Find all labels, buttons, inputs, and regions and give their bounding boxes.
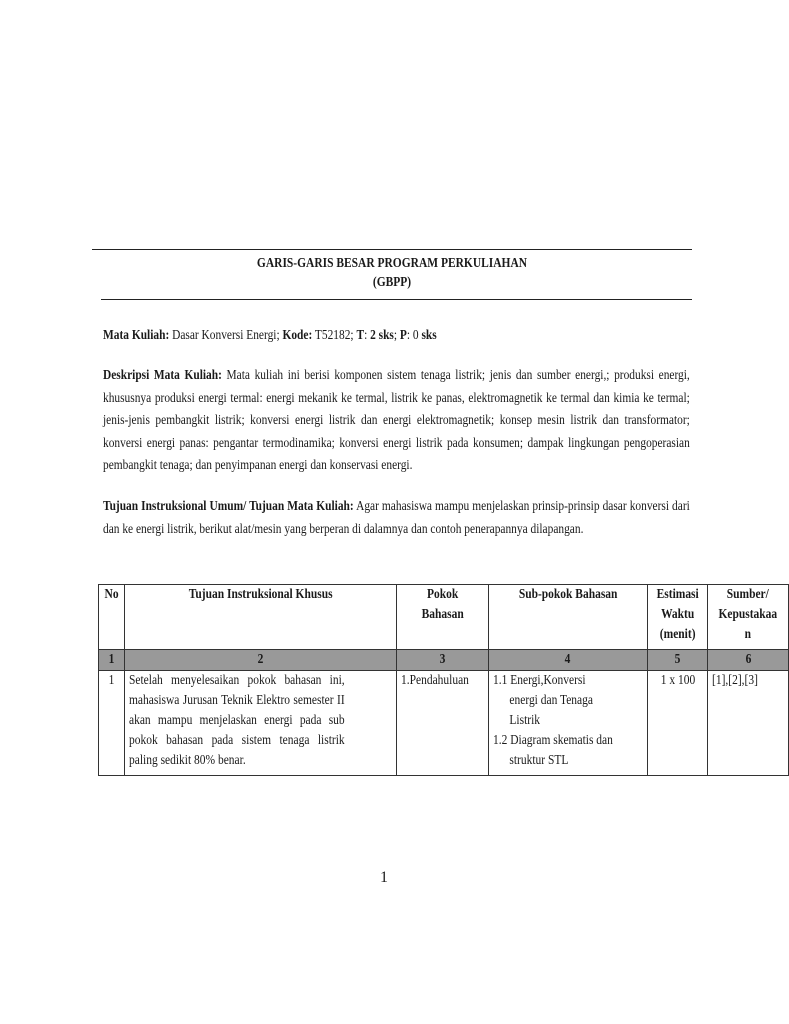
row-estimasi: 1 x 100: [647, 671, 707, 776]
practice-credits: sks: [421, 328, 437, 343]
sub-item-2: 1.2 Diagram skematis dan struktur STL: [492, 733, 613, 768]
title-line-1: GARIS-GARIS BESAR PROGRAM PERKULIAHAN: [256, 256, 528, 271]
top-rule: [92, 249, 692, 250]
header-sub: Sub-pokok Bahasan: [488, 585, 647, 650]
separator: ;: [393, 328, 400, 343]
course-info: [103, 325, 690, 348]
row-tik: Setelah menyelesaikan pokok bahasan ini, mahasiswa Jurusan Teknik Elektro semester II akan mampu menjelaskan energi pada sub pokok bahasan pada sistem tenaga listrik paling sedikit 80% benar.: [125, 671, 397, 776]
practice-label: P: [399, 328, 407, 343]
row-sub: [488, 671, 647, 776]
header-no: No: [99, 585, 125, 650]
objective-text: Agar mahasiswa mampu menjelaskan prinsip-prinsip dasar konversi dari dan ke energi listrik, berikut alat/mesin yang berperan di dalamnya dan contoh penerapannya dilapangan.: [103, 499, 690, 537]
col-number: 6: [708, 650, 789, 671]
title-line-2: (GBPP): [372, 275, 412, 290]
code-label: Kode:: [282, 328, 313, 343]
theory-label: T: [356, 328, 365, 343]
col-number: 1: [99, 650, 125, 671]
col-number: 4: [488, 650, 647, 671]
table-header-row: [99, 585, 789, 650]
page-title: [146, 254, 638, 292]
course-name: Dasar Konversi Energi;: [169, 328, 283, 343]
description-text: Mata kuliah ini berisi komponen sistem tenaga listrik; jenis dan sumber energi,; produksi energi, khususnya produksi energi termal: energi mekanik ke termal, listrik ke panas, elektromagnetik ke termal dan kimia ke termal; jenis-jenis pembangkit listrik; konversi energi listrik dan energi elektromagnetik; konsep mesin listrik dan transformator; konversi energi panas: pengantar termodinamika; konversi energi listrik pada konsumen; dampak lingkungan pengoperasian pembangkit tenaga; dan penyimpanan energi dan konservasi energi.: [103, 368, 690, 473]
row-sumber: [1],[2],[3]: [708, 671, 789, 776]
column-number-row: [99, 650, 789, 671]
row-pokok: 1.Pendahuluan: [397, 671, 489, 776]
bottom-rule: [101, 299, 692, 300]
course-description: [103, 365, 690, 478]
theory-credits: 2 sks: [370, 328, 394, 343]
header-tik: Tujuan Instruksional Khusus: [125, 585, 397, 650]
col-number: 3: [397, 650, 489, 671]
objective-label: Tujuan Instruksional Umum/ Tujuan Mata Kuliah:: [103, 499, 354, 514]
general-objective: [103, 496, 690, 541]
description-label: Deskripsi Mata Kuliah:: [103, 368, 222, 383]
gbpp-table: [98, 584, 789, 776]
course-label: Mata Kuliah:: [103, 328, 170, 343]
page-number: 1: [380, 869, 388, 886]
row-no: 1: [99, 671, 125, 776]
col-number: 5: [647, 650, 707, 671]
header-sumber: Sumber/ Kepustakaa n: [708, 585, 789, 650]
sub-item-1: 1.1 Energi,Konversi energi dan Tenaga Listrik: [492, 673, 593, 728]
header-pokok: Pokok Bahasan: [397, 585, 489, 650]
header-estimasi: Estimasi Waktu (menit): [647, 585, 707, 650]
practice-value: : 0: [406, 328, 422, 343]
table-row: [99, 671, 789, 776]
col-number: 2: [125, 650, 397, 671]
theory-colon: :: [364, 328, 371, 343]
code-value: T52182;: [312, 328, 357, 343]
